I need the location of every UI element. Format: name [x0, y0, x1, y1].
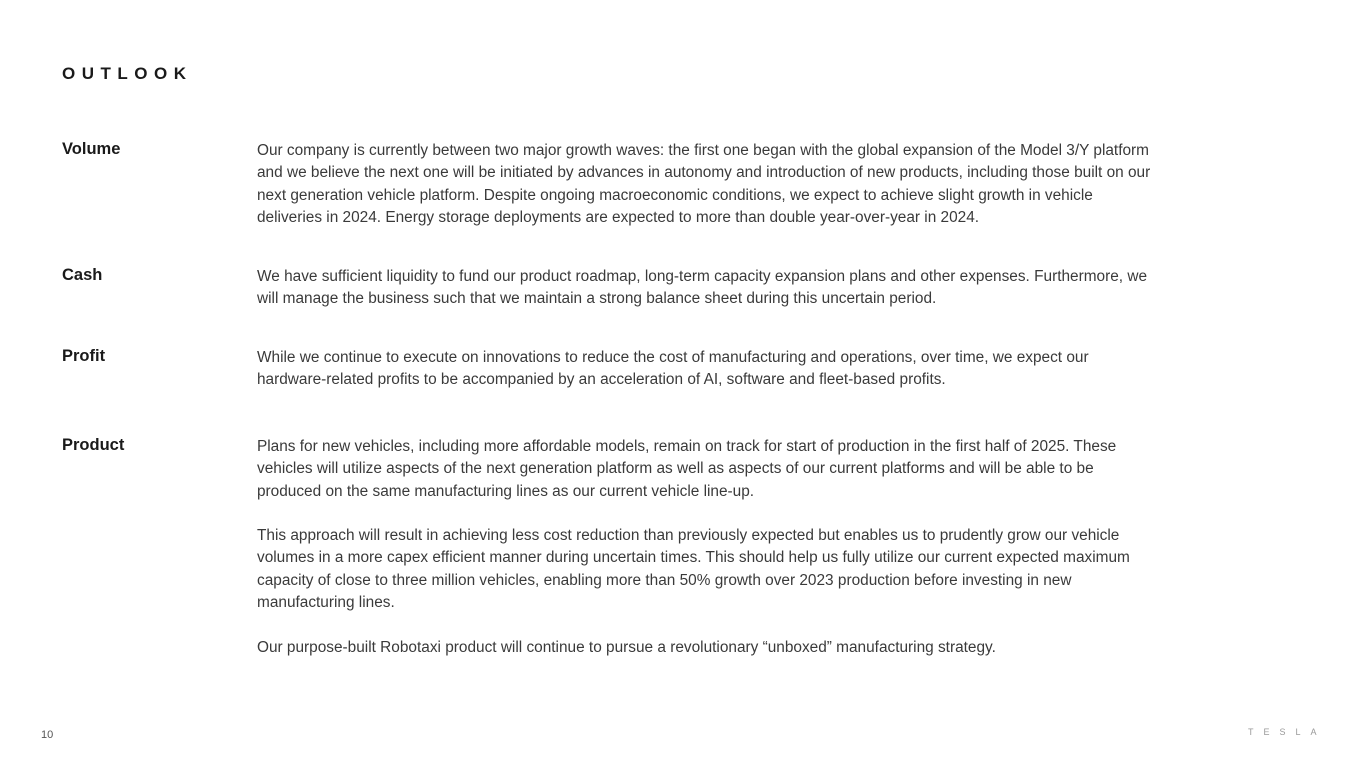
section-label-profit: Profit	[62, 347, 106, 365]
product-paragraph-2: This approach will result in achieving less cost reduction than previously expected but enables us to prudently grow our vehicle volumes in a more capex efficient manner during uncertain times. This should help us fully utilize our current expected maximum capacity of close to three million vehicles, enabling more than 50% growth over 2023 production before investing in new manufacturing lines.	[257, 527, 1130, 612]
section-label-product: Product	[62, 436, 125, 454]
page-title: OUTLOOK	[62, 64, 193, 83]
product-paragraph-3: Our purpose-built Robotaxi product will continue to pursue a revolutionary “unboxed” manufacturing strategy.	[257, 639, 996, 656]
product-paragraph-1: Plans for new vehicles, including more affordable models, remain on track for start of production in the first half of 2025. These vehicles will utilize aspects of the next generation platform as well as aspects of our current platforms and will be able to be produced on the same manufacturing lines as our current vehicle line-up.	[257, 438, 1117, 500]
section-label-cash: Cash	[62, 266, 103, 284]
page-number: 10	[41, 729, 54, 741]
cash-paragraph: We have sufficient liquidity to fund our product roadmap, long-term capacity expansion plans and other expenses. Furthermore, we will manage the business such that we maintain a strong balance sheet during this uncertain period.	[257, 268, 1148, 308]
tesla-logo: TESLA	[1248, 727, 1327, 737]
profit-paragraph: While we continue to execute on innovations to reduce the cost of manufacturing and operations, over time, we expect our hardware-related profits to be accompanied by an acceleration of AI, software and fleet-based profits.	[257, 349, 1089, 389]
section-label-volume: Volume	[62, 140, 121, 158]
volume-paragraph: Our company is currently between two major growth waves: the first one began with the global expansion of the Model 3/Y platform and we believe the next one will be initiated by advances in autonomy and introduction of new products, including those built on our next generation vehicle platform. Despite ongoing macroeconomic conditions, we expect to achieve slight growth in vehicle deliveries in 2024. Energy storage deployments are expected to more than double year-over-year in 2024.	[257, 142, 1151, 227]
